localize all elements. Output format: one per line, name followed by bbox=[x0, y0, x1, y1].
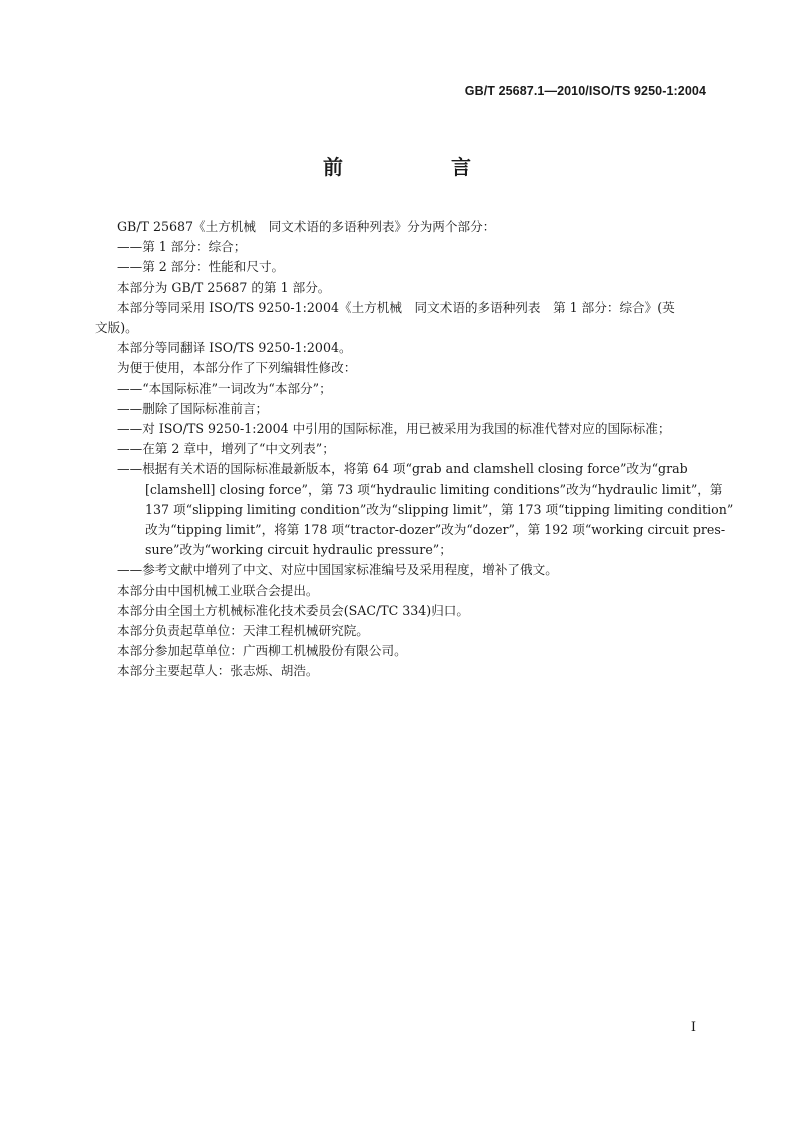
list-item-term-updates-line3: 137 项“slipping limiting condition”改为“slipping limit”，第 173 项“tipping limiting condition” bbox=[145, 501, 734, 517]
page-number: I bbox=[690, 1020, 696, 1035]
paragraph-adoption-line2: 文版)。 bbox=[95, 320, 138, 336]
foreword-body bbox=[95, 217, 734, 682]
page-title: 前 言 bbox=[323, 155, 515, 179]
paragraph-translation: 本部分等同翻译 ISO/TS 9250-1:2004。 bbox=[117, 340, 352, 356]
paragraph-editorial-intro: 为便于使用，本部分作了下列编辑性修改： bbox=[117, 360, 357, 376]
standard-number-header: GB/T 25687.1—2010/ISO/TS 9250-1:2004 bbox=[464, 84, 706, 98]
list-item-term-change: ——“本国际标准”一词改为“本部分”； bbox=[117, 380, 332, 396]
list-item-part-1: ——第 1 部分：综合； bbox=[117, 239, 247, 255]
paragraph-adoption-line1: 本部分等同采用 ISO/TS 9250-1:2004《土方机械 同文术语的多语种列表 第 1 部分：综合》(英 bbox=[117, 299, 675, 315]
paragraph-parts-intro: GB/T 25687《土方机械 同文术语的多语种列表》分为两个部分： bbox=[117, 219, 496, 234]
paragraph-drafting-unit: 本部分负责起草单位：天津工程机械研究院。 bbox=[117, 623, 369, 639]
list-item-term-updates-line4: 改为“tipping limit”，将第 178 项“tractor-dozer”改为“dozer”，第 192 项“working circuit pres- bbox=[145, 522, 726, 538]
list-item-remove-foreword: ——删除了国际标准前言； bbox=[117, 400, 269, 416]
list-item-chinese-list: ——在第 2 章中，增列了“中文列表”； bbox=[117, 441, 335, 457]
paragraph-proposed-by: 本部分由中国机械工业联合会提出。 bbox=[117, 582, 319, 598]
list-item-term-updates-line5: sure”改为“working circuit hydraulic pressure”； bbox=[145, 542, 452, 558]
paragraph-participating-unit: 本部分参加起草单位：广西柳工机械股份有限公司。 bbox=[117, 643, 407, 659]
paragraph-drafters: 本部分主要起草人：张志烁、胡浩。 bbox=[117, 663, 319, 679]
list-item-part-2: ——第 2 部分：性能和尺寸。 bbox=[117, 259, 285, 275]
list-item-bibliography: ——参考文献中增列了中文、对应中国国家标准编号及采用程度，增补了俄文。 bbox=[117, 562, 558, 578]
list-item-reference-replace: ——对 ISO/TS 9250-1:2004 中引用的国际标准，用已被采用为我国的标准代替对应的国际标准； bbox=[117, 421, 671, 437]
list-item-term-updates-line2: [clamshell] closing force”，第 73 项“hydraulic limiting conditions”改为“hydraulic limit”，第 bbox=[145, 481, 723, 497]
paragraph-administered-by: 本部分由全国土方机械标准化技术委员会(SAC/TC 334)归口。 bbox=[117, 602, 469, 618]
list-item-term-updates-line1: ——根据有关术语的国际标准最新版本，将第 64 项“grab and clamshell closing force”改为“grab bbox=[117, 461, 688, 477]
paragraph-this-part: 本部分为 GB/T 25687 的第 1 部分。 bbox=[117, 279, 331, 295]
